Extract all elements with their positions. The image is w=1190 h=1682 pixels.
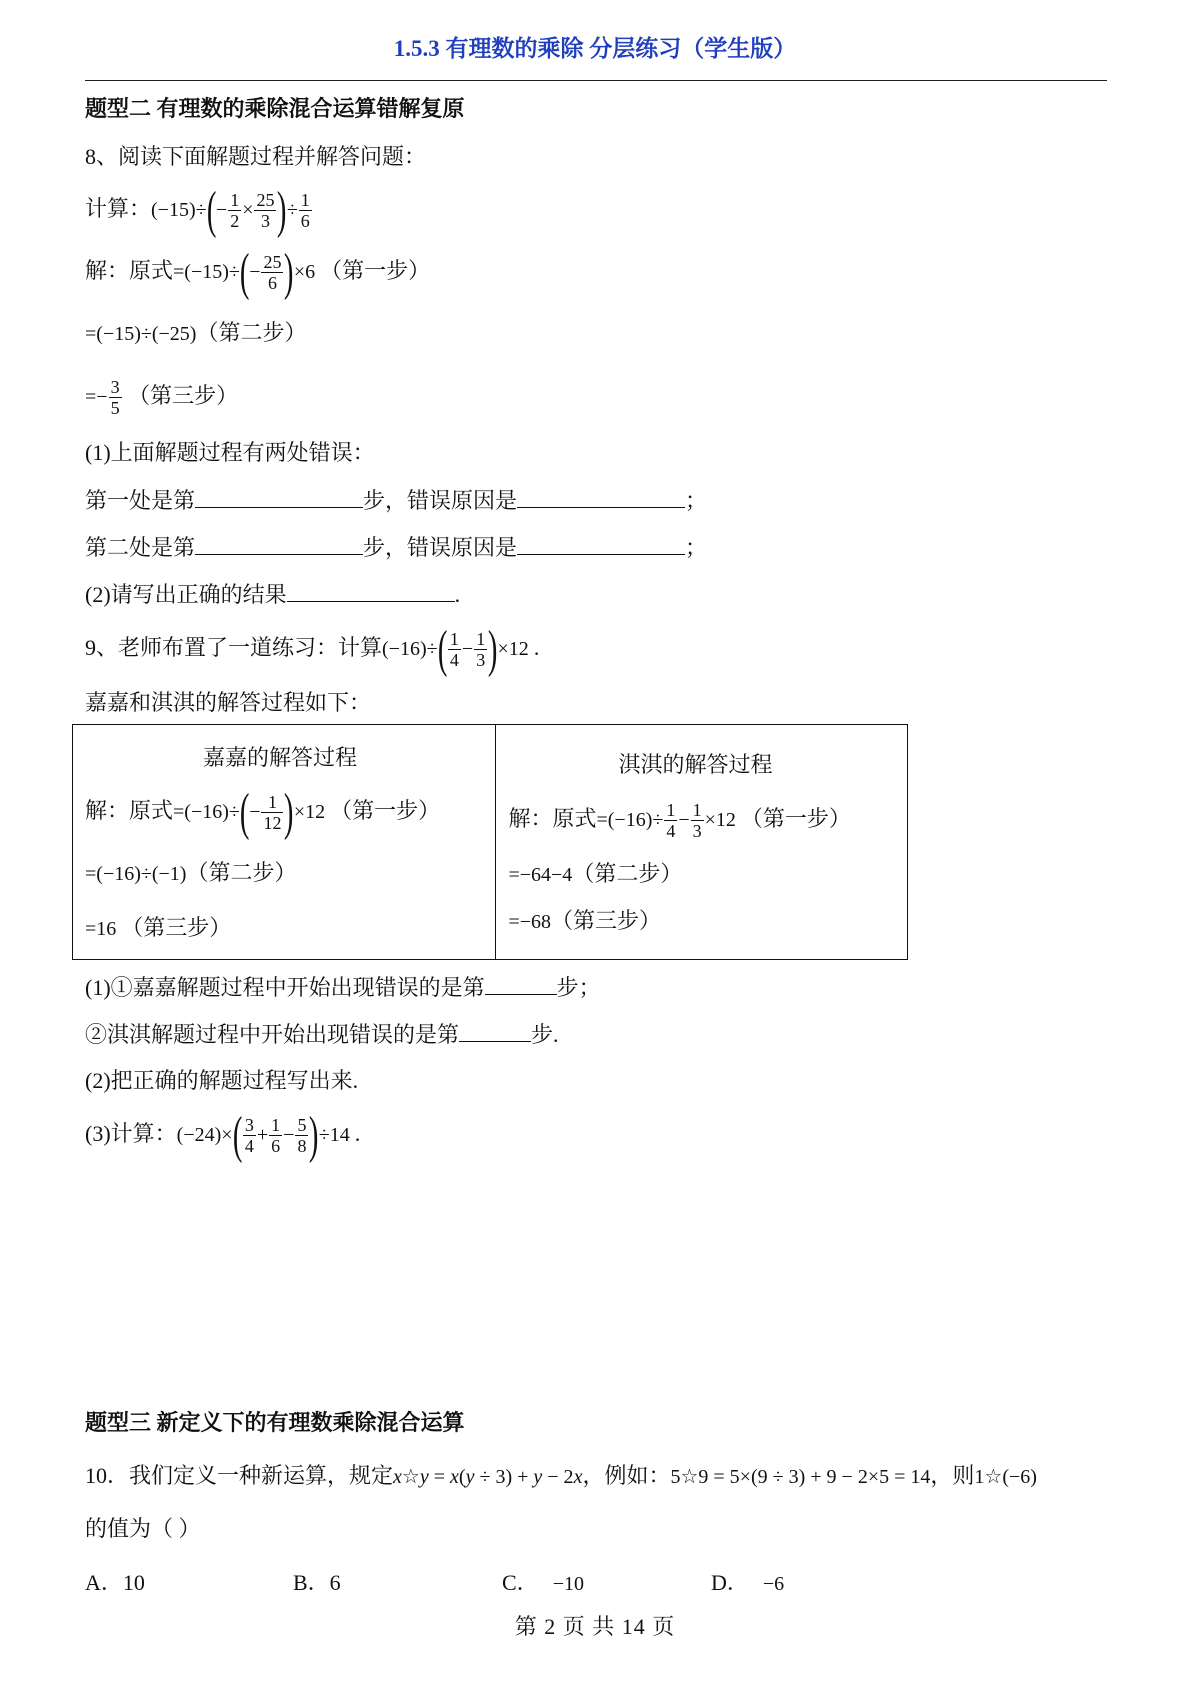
qiqi-heading: 淇淇的解答过程 — [618, 752, 773, 777]
fraction: $\frac{5}{8}$ — [297, 1115, 307, 1157]
q10-option-c-label: C． — [502, 1570, 539, 1595]
qiqi-step3-label: （第三步） — [551, 908, 662, 933]
q10-intro-text: 10．我们定义一种新运算，规定 — [85, 1463, 394, 1488]
q8-step2-label: （第二步） — [196, 320, 307, 345]
q8-calc-label: 计算： — [85, 196, 152, 221]
q8-error1-end: ； — [685, 488, 708, 513]
page-footer: 第 2 页 共 14 页 — [514, 1614, 676, 1639]
fraction: $\frac{1}{2}$ — [230, 190, 240, 232]
answer-blank[interactable] — [459, 1019, 531, 1042]
q8-sol-label: 解：原式 — [85, 258, 174, 283]
q8-error2-end: ； — [685, 535, 708, 560]
jiajia-step1-label: （第一步） — [330, 798, 441, 823]
q10-option-d-label: D． — [711, 1570, 749, 1595]
fraction: $\frac{1}{4}$ — [666, 800, 676, 842]
fraction: $\frac{1}{3}$ — [692, 800, 702, 842]
q8-part2-end: . — [454, 582, 461, 607]
q8-error2-line — [85, 532, 707, 563]
fraction: $\frac{1}{12}$ — [263, 792, 282, 834]
fraction: $\frac{25}{3}$ — [256, 190, 275, 232]
q10-option-c-value: −10 — [552, 1573, 584, 1595]
jiajia-step3-label: （第三步） — [121, 915, 232, 940]
fraction: $\frac{25}{6}$ — [263, 252, 282, 294]
q8-step1: 解：原式=(−15)÷(− $\frac{25}{6}$ )×6 （第一步） — [85, 243, 431, 301]
q10-option-d[interactable] — [711, 1568, 784, 1599]
fraction: $\frac{3}{5}$ — [110, 377, 120, 419]
answer-blank[interactable] — [485, 972, 557, 995]
jiajia-step2-label: （第二步） — [186, 860, 297, 885]
header-divider — [85, 80, 1107, 81]
q10-mid-text: ，例如： — [582, 1463, 671, 1488]
q10-intro: 10．我们定义一种新运算，规定x☆y = x(y ÷ 3) + y − 2x，例如：5☆9 = 5×(9 ÷ 3) + 9 − 2×5 = 14，则1☆(−6) — [85, 1463, 1037, 1488]
q8-part2-text: (2)请写出正确的结果 — [85, 582, 287, 607]
q10-option-d-value: −6 — [762, 1573, 785, 1595]
q10-then-text: ，则 — [930, 1463, 975, 1488]
jiajia-heading: 嘉嘉的解答过程 — [203, 745, 358, 770]
answer-blank[interactable] — [195, 485, 363, 508]
q9-part2: (2)把正确的解题过程写出来. — [85, 1068, 359, 1093]
q8-error1-prefix: 第一处是第 — [85, 488, 196, 513]
q9-part1b-end: 步. — [531, 1022, 559, 1047]
section-title-3: 题型三 新定义下的有理数乘除混合运算 — [85, 1410, 465, 1435]
jiajia-sol-label: 解：原式 — [85, 798, 174, 823]
fraction: $\frac{1}{3}$ — [476, 629, 486, 671]
q9-intro2: 嘉嘉和淇淇的解答过程如下： — [85, 690, 372, 715]
q9-intro-text: 9、老师布置了一道练习：计算 — [85, 635, 383, 660]
q9-part1a — [85, 972, 601, 1003]
q9-part1b-text: ②淇淇解题过程中开始出现错误的是第 — [85, 1022, 460, 1047]
q8-error2-mid: 步，错误原因是 — [363, 535, 518, 560]
qiqi-cell — [496, 725, 908, 960]
q9-part1b — [85, 1019, 559, 1050]
jiajia-cell — [73, 725, 496, 960]
qiqi-sol-label: 解：原式 — [508, 806, 597, 831]
q8-part2 — [85, 579, 460, 610]
q8-error1-mid: 步，错误原因是 — [363, 488, 518, 513]
jiajia-step2: =(−16)÷(−1)（第二步） — [85, 860, 297, 885]
q8-part1: (1)上面解题过程有两处错误： — [85, 440, 375, 465]
q8-step2: =(−15)÷(−25)（第二步） — [85, 320, 307, 345]
section-title-2: 题型二 有理数的乘除混合运算错解复原 — [85, 96, 465, 121]
q8-error1-line — [85, 485, 707, 516]
answer-blank[interactable] — [287, 579, 455, 602]
q9-part3: (3)计算：(−24)×( $\frac{3}{4}$ + $\frac{1}{6}$ − $\frac{5}{8}$ )÷14 . — [85, 1106, 361, 1164]
fraction: $\frac{3}{4}$ — [244, 1115, 254, 1157]
qiqi-step1: 解：原式=(−16)÷ $\frac{1}{4}$ − $\frac{1}{3}$ ×12 （第一步） — [508, 800, 851, 842]
qiqi-step3: =−68（第三步） — [508, 908, 662, 933]
fraction: $\frac{1}{4}$ — [449, 629, 459, 671]
answer-blank[interactable] — [517, 485, 685, 508]
q8-calc-expression: 计算：(−15)÷(− $\frac{1}{2}$ × $\frac{25}{3}$ )÷ $\frac{1}{6}$ — [85, 181, 310, 239]
fraction: $\frac{1}{6}$ — [300, 190, 310, 232]
q9-intro-end: . — [533, 635, 540, 660]
q8-intro: 8、阅读下面解题过程并解答问题： — [85, 144, 427, 169]
q9-part3-end: . — [354, 1121, 361, 1146]
q9-part1a-end: 步； — [556, 975, 601, 1000]
answer-blank[interactable] — [195, 532, 363, 555]
q10-option-b[interactable]: B．6 — [293, 1570, 341, 1595]
fraction: $\frac{1}{6}$ — [271, 1115, 281, 1157]
q8-error2-prefix: 第二处是第 — [85, 535, 196, 560]
q9-intro: 9、老师布置了一道练习：计算(−16)÷( $\frac{1}{4}$ − $\frac{1}{3}$ )×12 . — [85, 620, 540, 678]
q8-step3-label: （第三步） — [128, 383, 239, 408]
q9-part3-text: (3)计算： — [85, 1121, 177, 1146]
qiqi-step2-label: （第二步） — [572, 861, 683, 886]
qiqi-step2: =−64−4（第二步） — [508, 861, 683, 886]
q9-part1a-text: (1)①嘉嘉解题过程中开始出现错误的是第 — [85, 975, 485, 1000]
q10-option-c[interactable] — [502, 1568, 584, 1599]
q9-solutions-table — [72, 724, 908, 960]
answer-blank[interactable] — [517, 532, 685, 555]
jiajia-step1: 解：原式=(−16)÷(− $\frac{1}{12}$ )×12 （第一步） — [85, 783, 441, 841]
q10-line2: 的值为（ ） — [85, 1516, 201, 1541]
qiqi-step1-label: （第一步） — [740, 806, 851, 831]
jiajia-step3: =16 （第三步） — [85, 915, 232, 940]
q8-step3: =− $\frac{3}{5}$ （第三步） — [85, 377, 239, 419]
q10-option-a[interactable]: A．10 — [85, 1570, 145, 1595]
q8-step1-label: （第一步） — [320, 258, 431, 283]
page-header-title: 1.5.3 有理数的乘除 分层练习（学生版） — [393, 36, 797, 61]
